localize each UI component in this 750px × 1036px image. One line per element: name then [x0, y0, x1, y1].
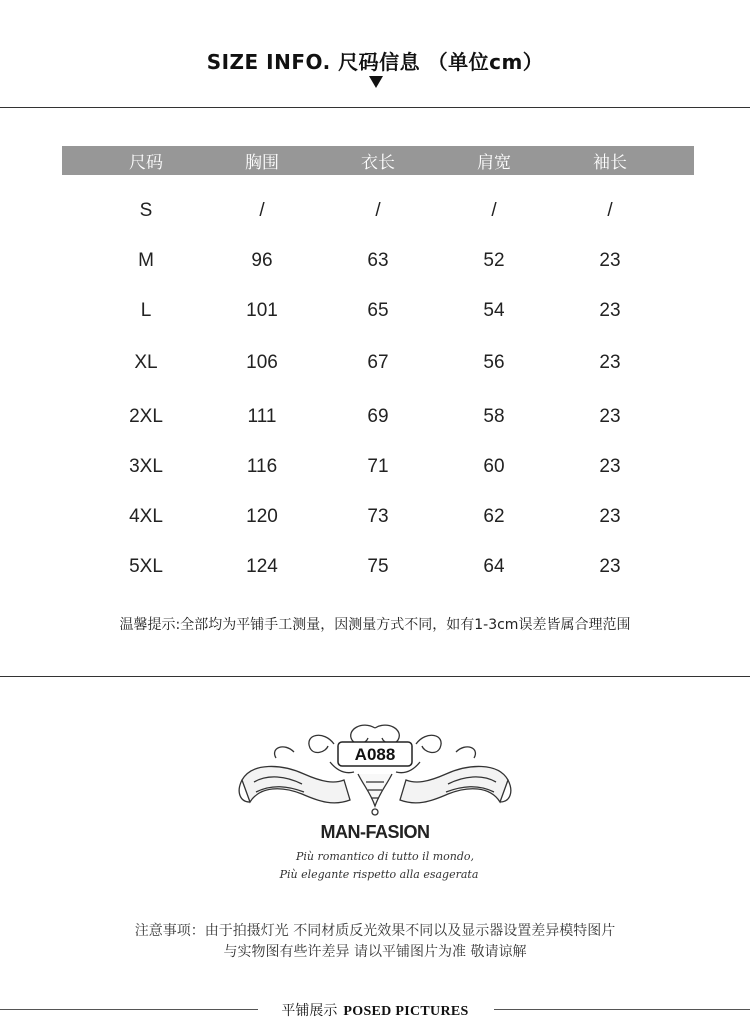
notice-text: 注意事项：由于拍摄灯光 不同材质反光效果不同以及显示器设置差异模特图片 [134, 923, 616, 939]
divider [0, 107, 750, 108]
logo-badge-text: A088 [354, 745, 396, 764]
footer-title-en: POSED PICTURES [343, 1004, 469, 1019]
table-cell: / [375, 200, 381, 221]
table-cell: 5XL [129, 556, 163, 577]
table-row [62, 552, 694, 582]
table-cell: 96 [251, 250, 273, 271]
table-cell: 23 [599, 300, 621, 321]
table-cell: 116 [246, 456, 278, 477]
table-cell: / [491, 200, 497, 221]
table-cell: 111 [247, 406, 277, 427]
table-cell: 4XL [129, 506, 163, 527]
table-cell: 56 [483, 352, 505, 373]
table-cell: 120 [246, 506, 278, 527]
down-triangle-icon [369, 76, 383, 88]
column-header-chest: 胸围 [245, 153, 279, 173]
size-table [62, 146, 694, 577]
table-row [62, 502, 694, 532]
table-cell: 23 [599, 352, 621, 373]
measurement-note: 温馨提示:全部均为平铺手工测量，因测量方式不同，如有1-3cm误差皆属合理范围 [119, 617, 631, 633]
table-cell: / [259, 200, 265, 221]
table-cell: S [139, 200, 153, 221]
table-cell: 60 [483, 456, 505, 477]
table-cell: 64 [483, 556, 505, 577]
column-header-size: 尺码 [129, 153, 163, 173]
table-cell: 52 [483, 250, 505, 271]
table-cell: 73 [367, 506, 389, 527]
column-header-shoulder: 肩宽 [477, 153, 511, 173]
table-cell: 23 [599, 250, 621, 271]
brand-tagline: Più elegante rispetto alla esagerata [279, 868, 479, 881]
footer-title-cn: 平铺展示 [281, 1003, 338, 1019]
table-cell: 124 [246, 556, 278, 577]
table-cell: 23 [599, 456, 621, 477]
table-row [62, 452, 694, 482]
table-cell: 23 [599, 556, 621, 577]
table-row [62, 196, 694, 226]
table-cell: 23 [599, 506, 621, 527]
notice-text: 与实物图有些许差异 请以平铺图片为准 敬请谅解 [223, 944, 527, 960]
table-cell: L [140, 300, 152, 321]
table-cell: 101 [246, 300, 278, 321]
table-cell: M [138, 250, 154, 271]
table-row [62, 348, 694, 378]
table-row [62, 402, 694, 432]
section-footer-title [0, 1000, 750, 1020]
brand-logo [234, 722, 516, 818]
table-cell: 71 [367, 456, 389, 477]
size-table-header [62, 146, 694, 175]
table-cell: 58 [483, 406, 505, 427]
table-cell: 3XL [129, 456, 163, 477]
table-cell: 23 [599, 406, 621, 427]
table-cell: 106 [246, 352, 278, 373]
table-cell: 54 [483, 300, 505, 321]
table-cell: XL [134, 352, 158, 373]
table-cell: / [607, 200, 613, 221]
table-cell: 63 [367, 250, 389, 271]
table-cell: 2XL [129, 406, 163, 427]
table-cell: 67 [367, 352, 389, 373]
table-row [62, 296, 694, 326]
brand-tagline: Più romantico di tutto il mondo, [295, 850, 475, 863]
table-row [62, 246, 694, 276]
table-cell: 62 [483, 506, 505, 527]
size-info-title: SIZE INFO. 尺码信息 （单位cm） [206, 50, 544, 74]
divider [0, 676, 750, 677]
table-cell: 65 [367, 300, 389, 321]
table-cell: 69 [367, 406, 389, 427]
table-cell: 75 [367, 556, 389, 577]
column-header-length: 衣长 [361, 153, 395, 173]
column-header-sleeve: 袖长 [593, 153, 627, 173]
brand-name: MAN-FASION [320, 822, 430, 842]
